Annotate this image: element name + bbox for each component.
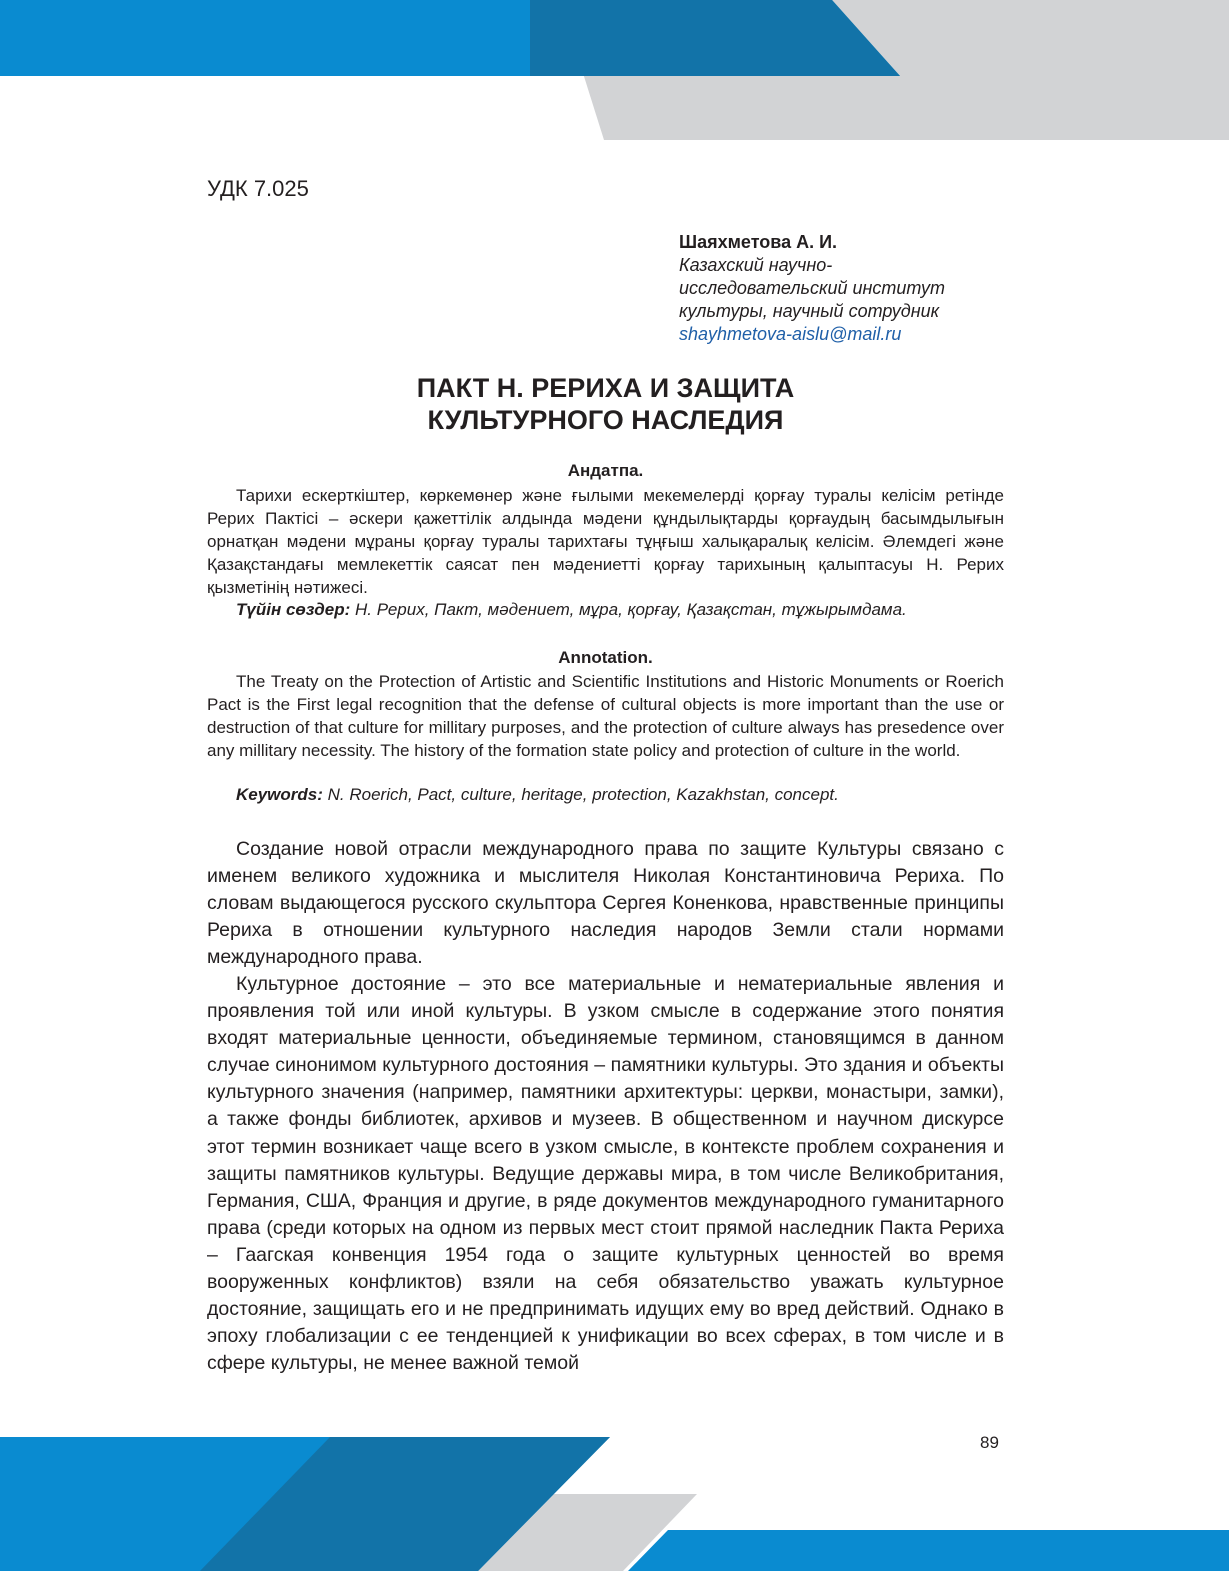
author-affiliation-line: исследовательский институт xyxy=(679,278,946,298)
keywords-label: Keywords: xyxy=(236,785,323,804)
keywords-list: Н. Рерих, Пакт, мәдениет, мұра, қорғау, Қазақстан, тұжырымдама. xyxy=(350,600,907,619)
udk-code: УДК 7.025 xyxy=(207,176,309,201)
abstract-kz-text: Тарихи ескерткіштер, көркемөнер және ғылыми мекемелерді қорғау туралы келісім ретінде Рерих Пактісі – әскери қажеттілік алдында мәдени құндылықтарды қорғаудың басымдылығын орнатқан мәдени мұраны қорғау туралы тарихтағы тұңғыш халықаралық келісім. Әлемдегі және Қазақстандағы мемлекеттік саясат пен мәдениетті қорғау тарихының қалыптасуы Н. Рерих қызметінің нәтижесі. xyxy=(207,486,1004,597)
keywords-list: N. Roerich, Pact, culture, heritage, protection, Kazakhstan, concept. xyxy=(322,785,839,804)
abstract-kz-heading: Андатпа. xyxy=(567,461,644,480)
body-paragraph: Создание новой отрасли международного права по защите Культуры связано с именем великого художника и мыслителя Николая Константиновича Рериха. По словам выдающегося русского скульптора Сергея Коненкова, нравственные принципы Рериха в отношении культурного наследия народов Земли стали нормами международного права. xyxy=(207,838,1004,969)
author-name: Шаяхметова А. И. xyxy=(679,232,838,252)
title-line: ПАКТ Н. РЕРИХА И ЗАЩИТА xyxy=(416,373,795,403)
author-email-link[interactable]: shayhmetova-aislu@mail.ru xyxy=(679,324,902,344)
title-line: КУЛЬТУРНОГО НАСЛЕДИЯ xyxy=(427,405,784,435)
abstract-en-text: The Treaty on the Protection of Artistic and Scientific Institutions and Historic Monuments or Roerich Pact is the First legal recognition that the defense of cultural objects is more important than the use or destruction of that culture for millitary purposes, and the protection of culture always has presedence over any millitary necessity. The history of the formation state policy and protection of culture in the world. xyxy=(207,672,1004,760)
body-paragraph: Культурное достояние – это все материальные и нематериальные явления и проявления той или иной культуры. В узком смысле в содержание этого понятия входят материальные ценности, объединяемые термином, становящимся в данном случае синонимом культурного достояния – памятники культуры. Это здания и объекты культурного значения (например, памятники архитектуры: церкви, монастыри, замки), а также фонды библиотек, архивов и музеев. В общественном и научном дискурсе этот термин возникает чаще всего в узком смысле, в контексте проблем сохранения и защиты памятников культуры. Ведущие державы мира, в том числе Великобритания, Германия, США, Франция и другие, в ряде документов международного гуманитарного права (среди которых на одном из первых мест стоит прямой наследник Пакта Рериха – Гаагская конвенция 1954 года о защите культурных ценностей во время вооруженных конфликтов) взяли на себя обязательство уважать культурное достояние, защищать его и не предпринимать идущих ему во вред действий. Однако в эпоху глобализации с ее тенденцией к унификации во всех сферах, в том числе и в сфере культуры, не менее важной темой xyxy=(207,973,1004,1375)
article-title xyxy=(207,372,1004,436)
abstract-en-keywords xyxy=(236,785,1006,805)
footer-right-blue-band xyxy=(628,1530,1229,1571)
author-block xyxy=(679,231,1009,346)
author-affiliation-line: Казахский научно- xyxy=(679,255,833,275)
author-affiliation-line: культуры, научный сотрудник xyxy=(679,301,940,321)
keywords-label: Түйін сөздер: xyxy=(236,600,351,619)
abstract-en-heading: Annotation. xyxy=(558,648,653,667)
page-number: 89 xyxy=(980,1433,999,1452)
abstract-kz-keywords xyxy=(236,600,1006,620)
